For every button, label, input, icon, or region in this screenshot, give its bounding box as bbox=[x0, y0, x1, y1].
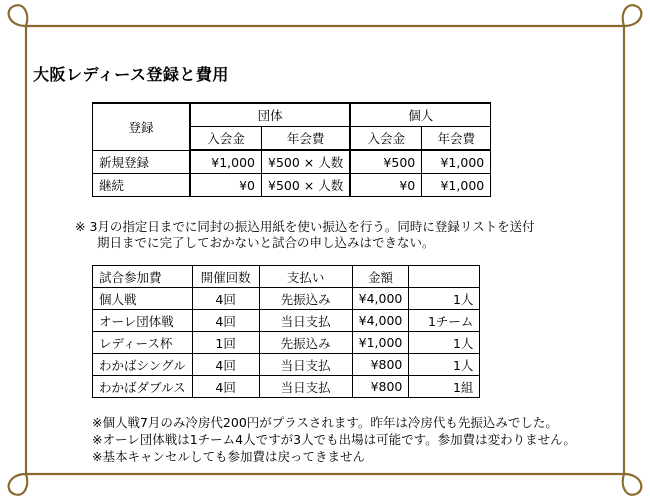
cell: 1組 bbox=[409, 376, 480, 398]
sub-header: 年会費 bbox=[422, 127, 491, 151]
registration-table bbox=[92, 102, 491, 197]
note-mark: ※ bbox=[75, 219, 86, 234]
cell: 個人戦 bbox=[93, 288, 193, 310]
cell: ¥1,000 bbox=[422, 150, 491, 174]
cell: 4回 bbox=[192, 288, 259, 310]
note-item: ※個人戦7月のみ冷房代200円がプラスされます。昨年は冷房代も先振込みでした。 bbox=[92, 415, 558, 430]
table-row bbox=[93, 354, 480, 376]
registration-row-header: 登録 bbox=[93, 103, 191, 150]
table-row bbox=[93, 174, 491, 197]
cell: 1人 bbox=[409, 288, 480, 310]
corner-loop-bottom-left bbox=[9, 474, 28, 495]
cell: オーレ団体戦 bbox=[93, 310, 193, 332]
cell: ¥0 bbox=[190, 174, 262, 197]
note-line-2: 期日までに完了しておかないと試合の申し込みはできない。 bbox=[97, 235, 435, 250]
cell: 当日支払 bbox=[259, 354, 352, 376]
note-item: ※オーレ団体戦は1チーム4人ですが3人でも出場は可能です。参加費は変わりません。 bbox=[92, 432, 576, 447]
cell: 4回 bbox=[192, 310, 259, 332]
row-label: 新規登録 bbox=[93, 150, 191, 174]
cell: ¥1,000 bbox=[422, 174, 491, 197]
table-row bbox=[93, 376, 480, 398]
cell: ¥1,000 bbox=[190, 150, 262, 174]
cell: ¥500 × 人数 bbox=[262, 174, 351, 197]
cell: ¥0 bbox=[350, 174, 422, 197]
cell: 当日支払 bbox=[259, 310, 352, 332]
cell: 1回 bbox=[192, 332, 259, 354]
cell: レディース杯 bbox=[93, 332, 193, 354]
cell: 1人 bbox=[409, 332, 480, 354]
page-title: 大阪レディース登録と費用 bbox=[33, 65, 229, 84]
cell: ¥500 × 人数 bbox=[262, 150, 351, 174]
group-header: 団体 bbox=[190, 103, 350, 127]
corner-loop-top-right bbox=[623, 5, 642, 26]
cell: ¥500 bbox=[350, 150, 422, 174]
cell: ¥800 bbox=[352, 376, 409, 398]
cell: 4回 bbox=[192, 354, 259, 376]
row-label: 継続 bbox=[93, 174, 191, 197]
cell: わかばダブルス bbox=[93, 376, 193, 398]
corner-loop-bottom-right bbox=[623, 474, 642, 495]
table-row bbox=[93, 332, 480, 354]
cell: ¥4,000 bbox=[352, 288, 409, 310]
cell: 先振込み bbox=[259, 332, 352, 354]
table-row bbox=[93, 150, 491, 174]
registration-note bbox=[75, 219, 535, 251]
header-cell: 開催回数 bbox=[192, 266, 259, 288]
sub-header: 入会金 bbox=[350, 127, 422, 151]
header-cell: 支払い bbox=[259, 266, 352, 288]
individual-header: 個人 bbox=[350, 103, 491, 127]
cell: 1人 bbox=[409, 354, 480, 376]
sub-header: 入会金 bbox=[190, 127, 262, 151]
corner-loop-top-left bbox=[9, 5, 28, 26]
header-cell: 金額 bbox=[352, 266, 409, 288]
cell: 先振込み bbox=[259, 288, 352, 310]
table-row bbox=[93, 310, 480, 332]
cell: ¥800 bbox=[352, 354, 409, 376]
cell: 1チーム bbox=[409, 310, 480, 332]
cell: わかばシングル bbox=[93, 354, 193, 376]
notes-list bbox=[92, 414, 576, 465]
table-row bbox=[93, 288, 480, 310]
sub-header: 年会費 bbox=[262, 127, 351, 151]
table-header-row bbox=[93, 266, 480, 288]
cell: 4回 bbox=[192, 376, 259, 398]
cell: ¥4,000 bbox=[352, 310, 409, 332]
cell: ¥1,000 bbox=[352, 332, 409, 354]
match-fees-table bbox=[92, 265, 480, 398]
header-cell bbox=[409, 266, 480, 288]
note-item: ※基本キャンセルしても参加費は戻ってきません bbox=[92, 449, 365, 464]
header-cell: 試合参加費 bbox=[93, 266, 193, 288]
note-line-1: 3月の指定日までに同封の振込用紙を使い振込を行う。同時に登録リストを送付 bbox=[89, 219, 535, 234]
cell: 当日支払 bbox=[259, 376, 352, 398]
